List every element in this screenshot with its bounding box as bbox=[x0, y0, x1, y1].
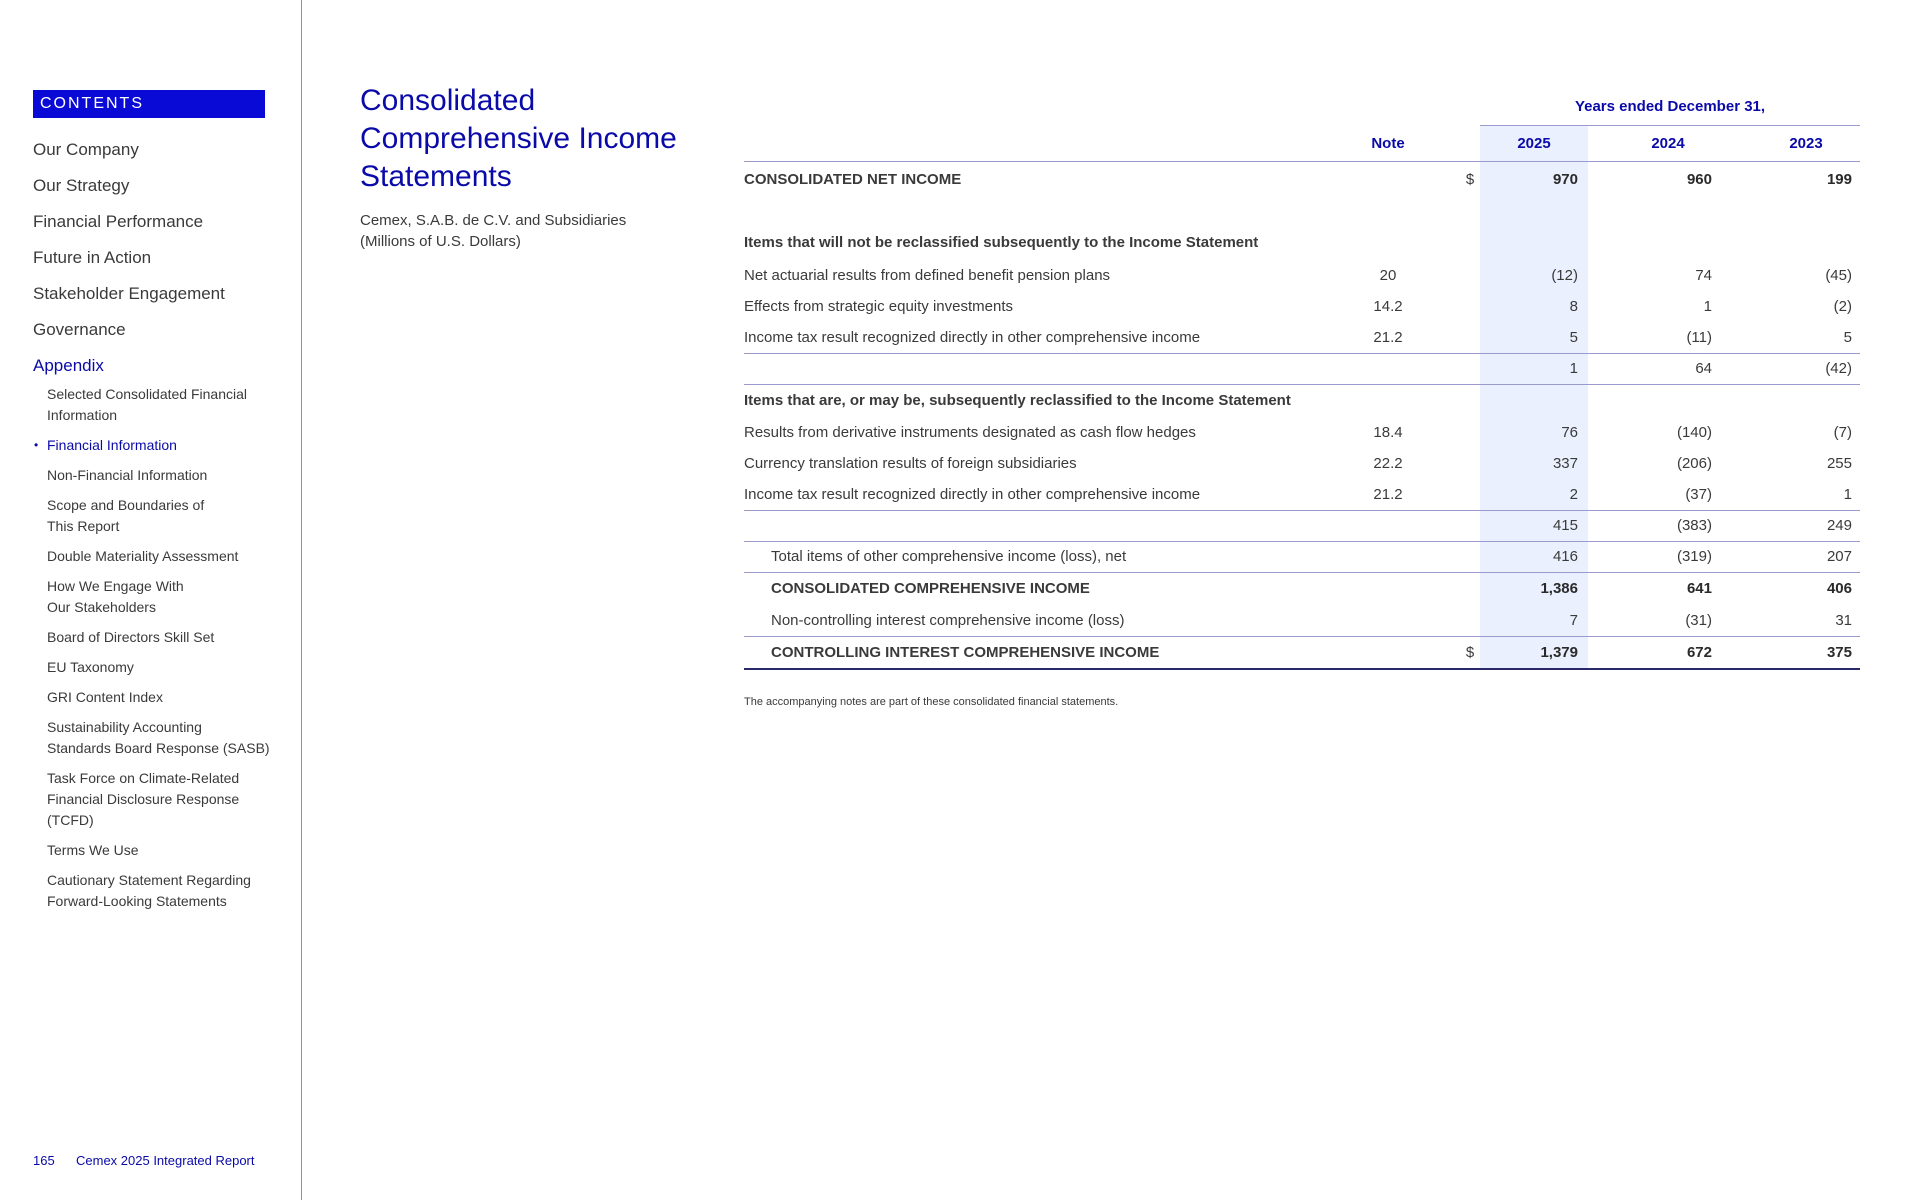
row-label: CONSOLIDATED NET INCOME bbox=[744, 171, 962, 188]
subtotal-row bbox=[744, 353, 1860, 385]
subnav-selected-consolidated-financial-information[interactable] bbox=[47, 384, 287, 426]
subnav-line: Information bbox=[47, 407, 118, 423]
value-2025: 2 bbox=[1569, 486, 1578, 503]
page-title: Consolidated Comprehensive Income Statements bbox=[360, 84, 677, 193]
table-row bbox=[744, 479, 1860, 511]
row-label: Income tax result recognized directly in other comprehensive income bbox=[744, 329, 1201, 346]
comprehensive-income-row bbox=[744, 573, 1860, 604]
subtotal-row bbox=[744, 510, 1860, 542]
subnav-line: Selected Consolidated Financial bbox=[47, 386, 248, 402]
value-2025: 416 bbox=[1552, 548, 1578, 565]
value-2025: 76 bbox=[1561, 424, 1578, 441]
value-2025: (12) bbox=[1551, 267, 1578, 284]
note-column-header: Note bbox=[1371, 135, 1405, 152]
subnav-non-financial-information[interactable] bbox=[47, 465, 287, 486]
row-label: CONTROLLING INTEREST COMPREHENSIVE INCOME bbox=[771, 644, 1160, 661]
value-2025: 1 bbox=[1569, 360, 1578, 377]
value-2023: (42) bbox=[1825, 360, 1852, 377]
header-rule bbox=[1480, 125, 1860, 126]
row-label: Non-controlling interest comprehensive income (loss) bbox=[771, 612, 1125, 629]
section-heading: Items that will not be reclassified subsequently to the Income Statement bbox=[744, 234, 1259, 251]
non-controlling-row bbox=[744, 605, 1860, 637]
value-2023: 5 bbox=[1843, 329, 1852, 346]
subnav-tcfd[interactable] bbox=[47, 768, 287, 831]
row-label: Income tax result recognized directly in other comprehensive income bbox=[744, 486, 1201, 503]
year-2023-header: 2023 bbox=[1789, 135, 1823, 152]
header-rule bbox=[744, 161, 1860, 162]
value-2024: 672 bbox=[1686, 644, 1712, 661]
subnav-line: Board of Directors Skill Set bbox=[47, 629, 215, 645]
currency-symbol: $ bbox=[1465, 171, 1475, 188]
value-2023: 249 bbox=[1826, 517, 1852, 534]
subtitle bbox=[360, 210, 626, 252]
subnav-line: Sustainability Accounting bbox=[47, 719, 202, 735]
footnote: The accompanying notes are part of these consolidated financial statements. bbox=[744, 696, 1119, 708]
subnav-eu-taxonomy[interactable] bbox=[47, 657, 287, 678]
total-oci-row bbox=[744, 541, 1860, 573]
value-2024: (140) bbox=[1676, 424, 1712, 441]
note-ref: 21.2 bbox=[1373, 329, 1403, 346]
value-2023: 255 bbox=[1826, 455, 1852, 472]
main-nav bbox=[33, 137, 225, 389]
value-2023: (45) bbox=[1825, 267, 1852, 284]
subnav-line: Scope and Boundaries of bbox=[47, 497, 205, 513]
note-ref: 14.2 bbox=[1373, 298, 1403, 315]
controlling-interest-row bbox=[744, 637, 1860, 670]
subnav-double-materiality-assessment[interactable] bbox=[47, 546, 287, 567]
sidebar bbox=[0, 0, 302, 1200]
value-2024: (37) bbox=[1685, 486, 1712, 503]
table-row bbox=[744, 417, 1860, 448]
subnav-line: Terms We Use bbox=[47, 842, 139, 858]
page-number: 165 bbox=[33, 1153, 55, 1168]
subnav-line: Double Materiality Assessment bbox=[47, 548, 239, 564]
subnav-line: Non-Financial Information bbox=[47, 467, 208, 483]
value-2025: 8 bbox=[1569, 298, 1578, 315]
appendix-subnav bbox=[34, 384, 287, 921]
value-2025: 5 bbox=[1569, 329, 1578, 346]
contents-label[interactable]: CONTENTS bbox=[33, 90, 265, 118]
subnav-line: How We Engage With bbox=[47, 578, 184, 594]
table-row bbox=[744, 291, 1860, 322]
value-2025: 970 bbox=[1552, 171, 1578, 188]
row-label: Total items of other comprehensive income (loss), net bbox=[771, 548, 1127, 565]
nav-item-financial-performance[interactable]: Financial Performance bbox=[33, 212, 204, 231]
nav-item-our-strategy[interactable]: Our Strategy bbox=[33, 176, 130, 195]
note-ref: 18.4 bbox=[1373, 424, 1403, 441]
value-2023: 1 bbox=[1843, 486, 1852, 503]
value-2023: (7) bbox=[1833, 424, 1852, 441]
subnav-line: Task Force on Climate-Related bbox=[47, 770, 240, 786]
subnav-sasb[interactable] bbox=[47, 717, 287, 759]
table-row bbox=[744, 322, 1860, 354]
subnav-financial-information[interactable] bbox=[34, 435, 287, 456]
value-2024: (11) bbox=[1686, 329, 1712, 346]
row-label: Net actuarial results from defined benefit pension plans bbox=[744, 267, 1111, 284]
company-name: Cemex, S.A.B. de C.V. and Subsidiaries bbox=[360, 212, 627, 229]
nav-item-governance[interactable]: Governance bbox=[33, 320, 126, 339]
nav-item-appendix[interactable]: Appendix bbox=[33, 356, 104, 375]
value-2025: 1,379 bbox=[1540, 644, 1578, 661]
value-2024: 641 bbox=[1686, 580, 1712, 597]
nav-item-our-company[interactable]: Our Company bbox=[33, 140, 139, 159]
units-label: (Millions of U.S. Dollars) bbox=[360, 233, 521, 250]
subnav-line: This Report bbox=[47, 518, 120, 534]
table-row bbox=[744, 164, 1860, 195]
table-row bbox=[744, 448, 1860, 479]
value-2025: 337 bbox=[1552, 455, 1578, 472]
note-ref: 22.2 bbox=[1373, 455, 1403, 472]
subnav-line: Standards Board Response (SASB) bbox=[47, 740, 270, 756]
subnav-how-we-engage[interactable] bbox=[47, 576, 287, 618]
subnav-line: Financial Information bbox=[47, 437, 177, 453]
nav-item-stakeholder-engagement[interactable]: Stakeholder Engagement bbox=[33, 284, 225, 303]
year-2025-header: 2025 bbox=[1517, 135, 1551, 152]
subnav-gri-content-index[interactable] bbox=[47, 687, 287, 708]
table-row bbox=[744, 260, 1860, 291]
value-2023: 31 bbox=[1835, 612, 1852, 629]
subnav-board-skill-set[interactable] bbox=[47, 627, 287, 648]
value-2023: (2) bbox=[1833, 298, 1852, 315]
note-ref: 21.2 bbox=[1373, 486, 1403, 503]
row-label: Results from derivative instruments designated as cash flow hedges bbox=[744, 424, 1196, 441]
years-ended-label: Years ended December 31, bbox=[1574, 98, 1766, 115]
subnav-line: Forward-Looking Statements bbox=[47, 893, 227, 909]
subnav-line: Financial Disclosure Response bbox=[47, 791, 240, 807]
current-bullet-icon: • bbox=[34, 438, 39, 452]
subnav-line: Cautionary Statement Regarding bbox=[47, 872, 251, 888]
subnav-line: EU Taxonomy bbox=[47, 659, 134, 675]
value-2025: 1,386 bbox=[1540, 580, 1578, 597]
value-2024: 1 bbox=[1703, 298, 1712, 315]
value-2024: 64 bbox=[1695, 360, 1712, 377]
currency-symbol: $ bbox=[1465, 644, 1475, 661]
row-label: Currency translation results of foreign subsidiaries bbox=[744, 455, 1077, 472]
subnav-line: GRI Content Index bbox=[47, 689, 163, 705]
value-2025: 7 bbox=[1569, 612, 1578, 629]
year-2024-header: 2024 bbox=[1651, 135, 1685, 152]
value-2023: 375 bbox=[1826, 644, 1852, 661]
row-label: Effects from strategic equity investments bbox=[744, 298, 1013, 315]
note-ref: 20 bbox=[1379, 267, 1397, 284]
row-label: CONSOLIDATED COMPREHENSIVE INCOME bbox=[771, 580, 1090, 597]
value-2024: (31) bbox=[1685, 612, 1712, 629]
value-2023: 207 bbox=[1826, 548, 1852, 565]
nav-item-future-in-action[interactable]: Future in Action bbox=[33, 248, 152, 267]
subnav-cautionary-statement[interactable] bbox=[47, 870, 287, 912]
value-2024: (206) bbox=[1676, 455, 1712, 472]
value-2024: (383) bbox=[1676, 517, 1712, 534]
value-2023: 406 bbox=[1826, 580, 1852, 597]
value-2024: 960 bbox=[1686, 171, 1712, 188]
section-heading: Items that are, or may be, subsequently reclassified to the Income Statement bbox=[744, 392, 1291, 409]
value-2023: 199 bbox=[1826, 171, 1852, 188]
subnav-line: (TCFD) bbox=[47, 812, 94, 828]
value-2024: (319) bbox=[1676, 548, 1712, 565]
report-title: Cemex 2025 Integrated Report bbox=[76, 1153, 255, 1168]
subnav-line: Our Stakeholders bbox=[47, 599, 156, 615]
subnav-scope-and-boundaries[interactable] bbox=[47, 495, 287, 537]
value-2024: 74 bbox=[1695, 267, 1712, 284]
value-2025: 415 bbox=[1552, 517, 1578, 534]
subnav-terms-we-use[interactable] bbox=[47, 840, 287, 861]
